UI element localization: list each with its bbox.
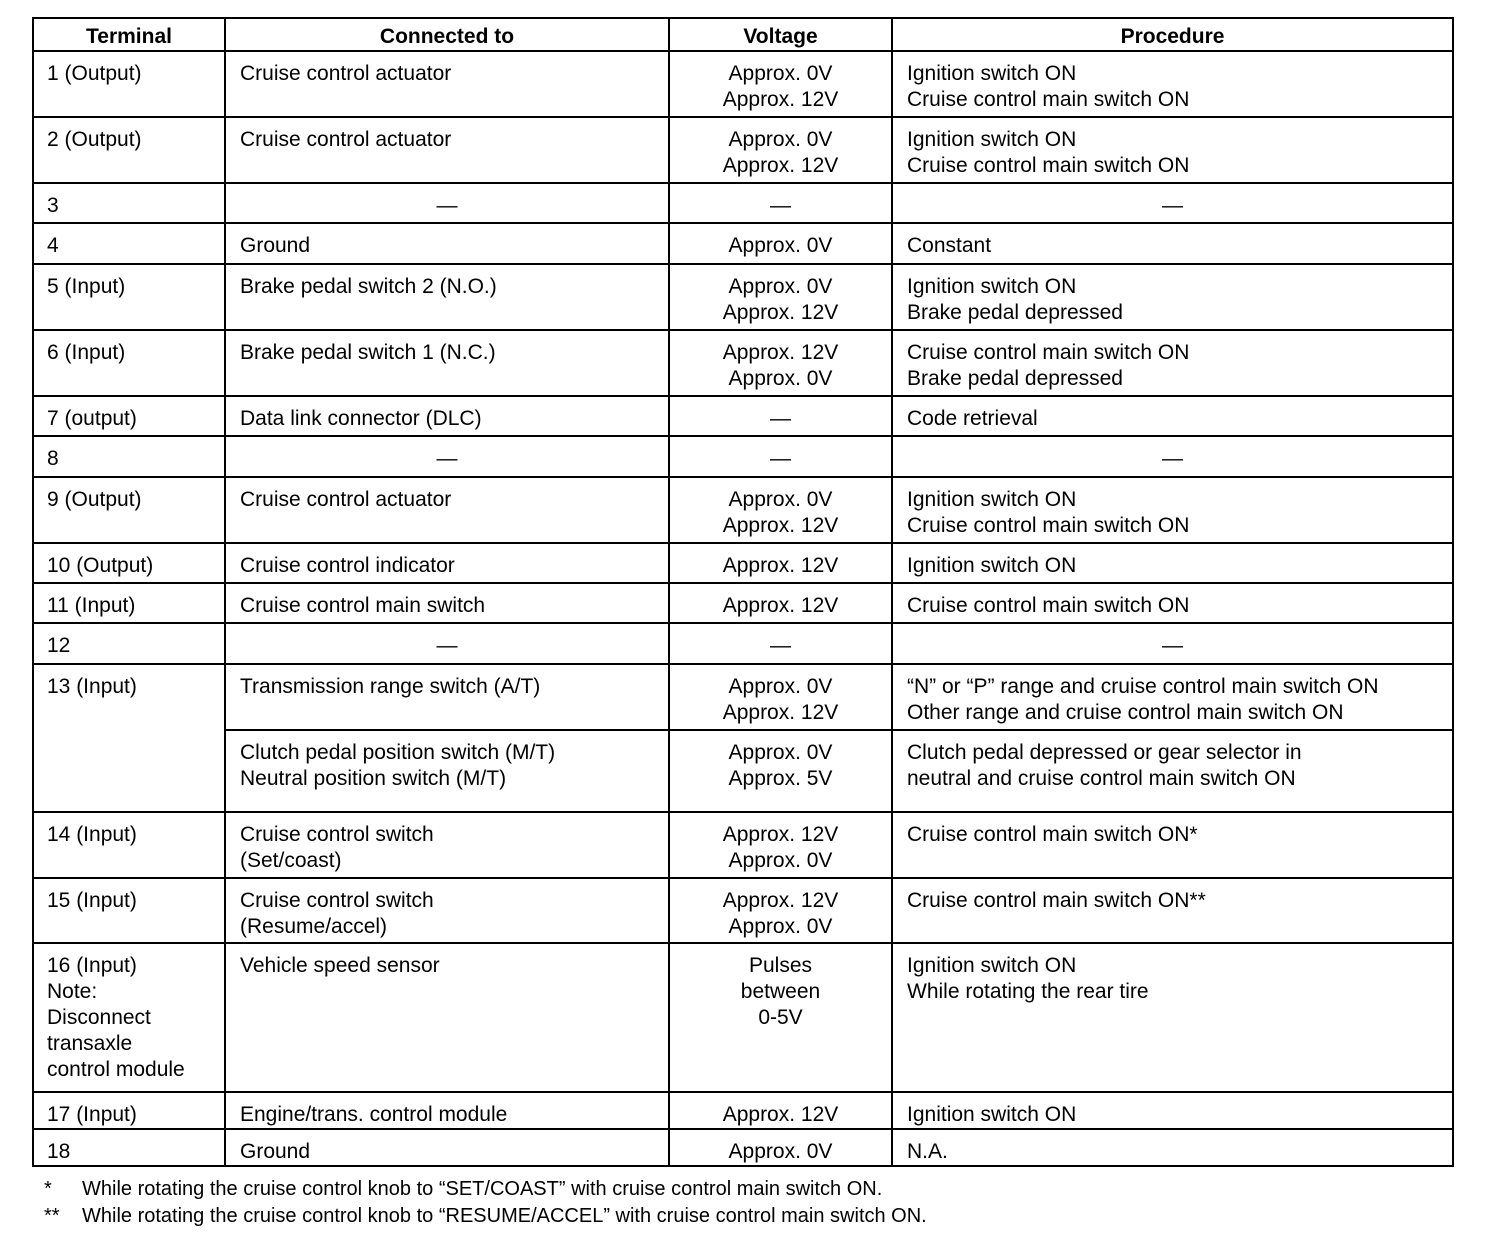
table-row xyxy=(33,183,1453,223)
voltage-cell: — xyxy=(669,436,892,477)
voltage-cell: Approx. 12V Approx. 0V xyxy=(669,878,892,943)
connected-to-cell: Brake pedal switch 1 (N.C.) xyxy=(225,330,669,396)
voltage-cell: — xyxy=(669,183,892,223)
table-row xyxy=(33,812,1453,878)
header-connected-to: Connected to xyxy=(225,18,669,51)
terminal-cell: 13 (Input) xyxy=(33,664,225,812)
terminal-cell: 5 (Input) xyxy=(33,264,225,330)
terminal-cell: 11 (Input) xyxy=(33,583,225,623)
procedure-cell: Code retrieval xyxy=(892,396,1453,436)
connected-to-cell: Transmission range switch (A/T) xyxy=(225,664,669,730)
header-terminal: Terminal xyxy=(33,18,225,51)
terminal-cell: 9 (Output) xyxy=(33,477,225,543)
voltage-cell: Approx. 12V xyxy=(669,543,892,583)
table-row xyxy=(33,51,1453,117)
table-row xyxy=(33,943,1453,1092)
voltage-cell: Approx. 12V Approx. 0V xyxy=(669,330,892,396)
procedure-cell: Ignition switch ON While rotating the rear tire xyxy=(892,943,1453,1092)
procedure-cell: — xyxy=(892,183,1453,223)
table-row xyxy=(33,543,1453,583)
connected-to-cell: — xyxy=(225,623,669,664)
voltage-cell: Approx. 0V Approx. 12V xyxy=(669,51,892,117)
connected-to-cell: Clutch pedal position switch (M/T) Neutral position switch (M/T) xyxy=(225,730,669,812)
table-row xyxy=(33,623,1453,664)
terminal-table xyxy=(32,17,1454,1167)
terminal-cell: 2 (Output) xyxy=(33,117,225,183)
terminal-cell: 4 xyxy=(33,223,225,264)
procedure-cell: Ignition switch ON Cruise control main switch ON xyxy=(892,117,1453,183)
procedure-cell: Constant xyxy=(892,223,1453,264)
footnote-mark: * xyxy=(44,1178,52,1200)
connected-to-cell: Cruise control indicator xyxy=(225,543,669,583)
table-row xyxy=(33,477,1453,543)
table-row xyxy=(33,264,1453,330)
voltage-cell: Approx. 0V Approx. 12V xyxy=(669,477,892,543)
terminal-cell: 10 (Output) xyxy=(33,543,225,583)
table-row xyxy=(33,730,1453,812)
voltage-cell: Approx. 0V Approx. 12V xyxy=(669,264,892,330)
procedure-cell: Cruise control main switch ON* xyxy=(892,812,1453,878)
connected-to-cell: Cruise control switch (Set/coast) xyxy=(225,812,669,878)
connected-to-cell: Cruise control main switch xyxy=(225,583,669,623)
connected-to-cell: Cruise control switch (Resume/accel) xyxy=(225,878,669,943)
procedure-cell: “N” or “P” range and cruise control main switch ON Other range and cruise control main switch ON xyxy=(892,664,1453,730)
terminal-cell: 14 (Input) xyxy=(33,812,225,878)
table-row xyxy=(33,436,1453,477)
table-body xyxy=(33,51,1453,1166)
footnote-2 xyxy=(44,1203,927,1229)
terminal-cell: 15 (Input) xyxy=(33,878,225,943)
terminal-cell: 16 (Input) Note: Disconnect transaxle control module xyxy=(33,943,225,1092)
table-row xyxy=(33,330,1453,396)
connected-to-cell: Data link connector (DLC) xyxy=(225,396,669,436)
table-row xyxy=(33,583,1453,623)
terminal-cell: 8 xyxy=(33,436,225,477)
table-row xyxy=(33,223,1453,264)
header-voltage: Voltage xyxy=(669,18,892,51)
procedure-cell: — xyxy=(892,436,1453,477)
header-procedure: Procedure xyxy=(892,18,1453,51)
connected-to-cell: Cruise control actuator xyxy=(225,117,669,183)
terminal-cell: 6 (Input) xyxy=(33,330,225,396)
terminal-cell: 12 xyxy=(33,623,225,664)
header-row xyxy=(33,18,1453,51)
procedure-cell: Clutch pedal depressed or gear selector in neutral and cruise control main switch ON xyxy=(892,730,1453,812)
voltage-cell: Approx. 0V Approx. 12V xyxy=(669,664,892,730)
voltage-cell: Approx. 0V xyxy=(669,223,892,264)
connected-to-cell: — xyxy=(225,183,669,223)
terminal-cell: 17 (Input) xyxy=(33,1092,225,1129)
procedure-cell: Ignition switch ON Brake pedal depressed xyxy=(892,264,1453,330)
table-row xyxy=(33,1129,1453,1166)
procedure-cell: N.A. xyxy=(892,1129,1453,1166)
footnote-text: While rotating the cruise control knob to “SET/COAST” with cruise control main switch ON. xyxy=(82,1178,883,1200)
table-row xyxy=(33,664,1453,730)
footnote-1 xyxy=(44,1176,882,1202)
voltage-cell: — xyxy=(669,623,892,664)
procedure-cell: Ignition switch ON xyxy=(892,543,1453,583)
footnote-text: While rotating the cruise control knob to “RESUME/ACCEL” with cruise control main switch ON. xyxy=(82,1205,927,1227)
terminal-cell: 7 (output) xyxy=(33,396,225,436)
connected-to-cell: — xyxy=(225,436,669,477)
connected-to-cell: Cruise control actuator xyxy=(225,477,669,543)
voltage-cell: Approx. 0V Approx. 12V xyxy=(669,117,892,183)
table-row xyxy=(33,396,1453,436)
procedure-cell: Ignition switch ON Cruise control main switch ON xyxy=(892,477,1453,543)
terminal-cell: 3 xyxy=(33,183,225,223)
connected-to-cell: Vehicle speed sensor xyxy=(225,943,669,1092)
procedure-cell: Cruise control main switch ON** xyxy=(892,878,1453,943)
voltage-cell: Approx. 12V Approx. 0V xyxy=(669,812,892,878)
voltage-cell: Approx. 12V xyxy=(669,583,892,623)
connected-to-cell: Engine/trans. control module xyxy=(225,1092,669,1129)
procedure-cell: — xyxy=(892,623,1453,664)
voltage-cell: — xyxy=(669,396,892,436)
procedure-cell: Cruise control main switch ON xyxy=(892,583,1453,623)
voltage-cell: Approx. 0V xyxy=(669,1129,892,1166)
table-row xyxy=(33,117,1453,183)
voltage-cell: Pulses between 0-5V xyxy=(669,943,892,1092)
terminal-cell: 1 (Output) xyxy=(33,51,225,117)
connected-to-cell: Brake pedal switch 2 (N.O.) xyxy=(225,264,669,330)
voltage-cell: Approx. 12V xyxy=(669,1092,892,1129)
connected-to-cell: Ground xyxy=(225,1129,669,1166)
table-row xyxy=(33,878,1453,943)
procedure-cell: Ignition switch ON xyxy=(892,1092,1453,1129)
footnote-mark: ** xyxy=(44,1205,60,1227)
procedure-cell: Cruise control main switch ON Brake pedal depressed xyxy=(892,330,1453,396)
procedure-cell: Ignition switch ON Cruise control main switch ON xyxy=(892,51,1453,117)
table-row xyxy=(33,1092,1453,1129)
connected-to-cell: Ground xyxy=(225,223,669,264)
connected-to-cell: Cruise control actuator xyxy=(225,51,669,117)
voltage-cell: Approx. 0V Approx. 5V xyxy=(669,730,892,812)
terminal-cell: 18 xyxy=(33,1129,225,1166)
